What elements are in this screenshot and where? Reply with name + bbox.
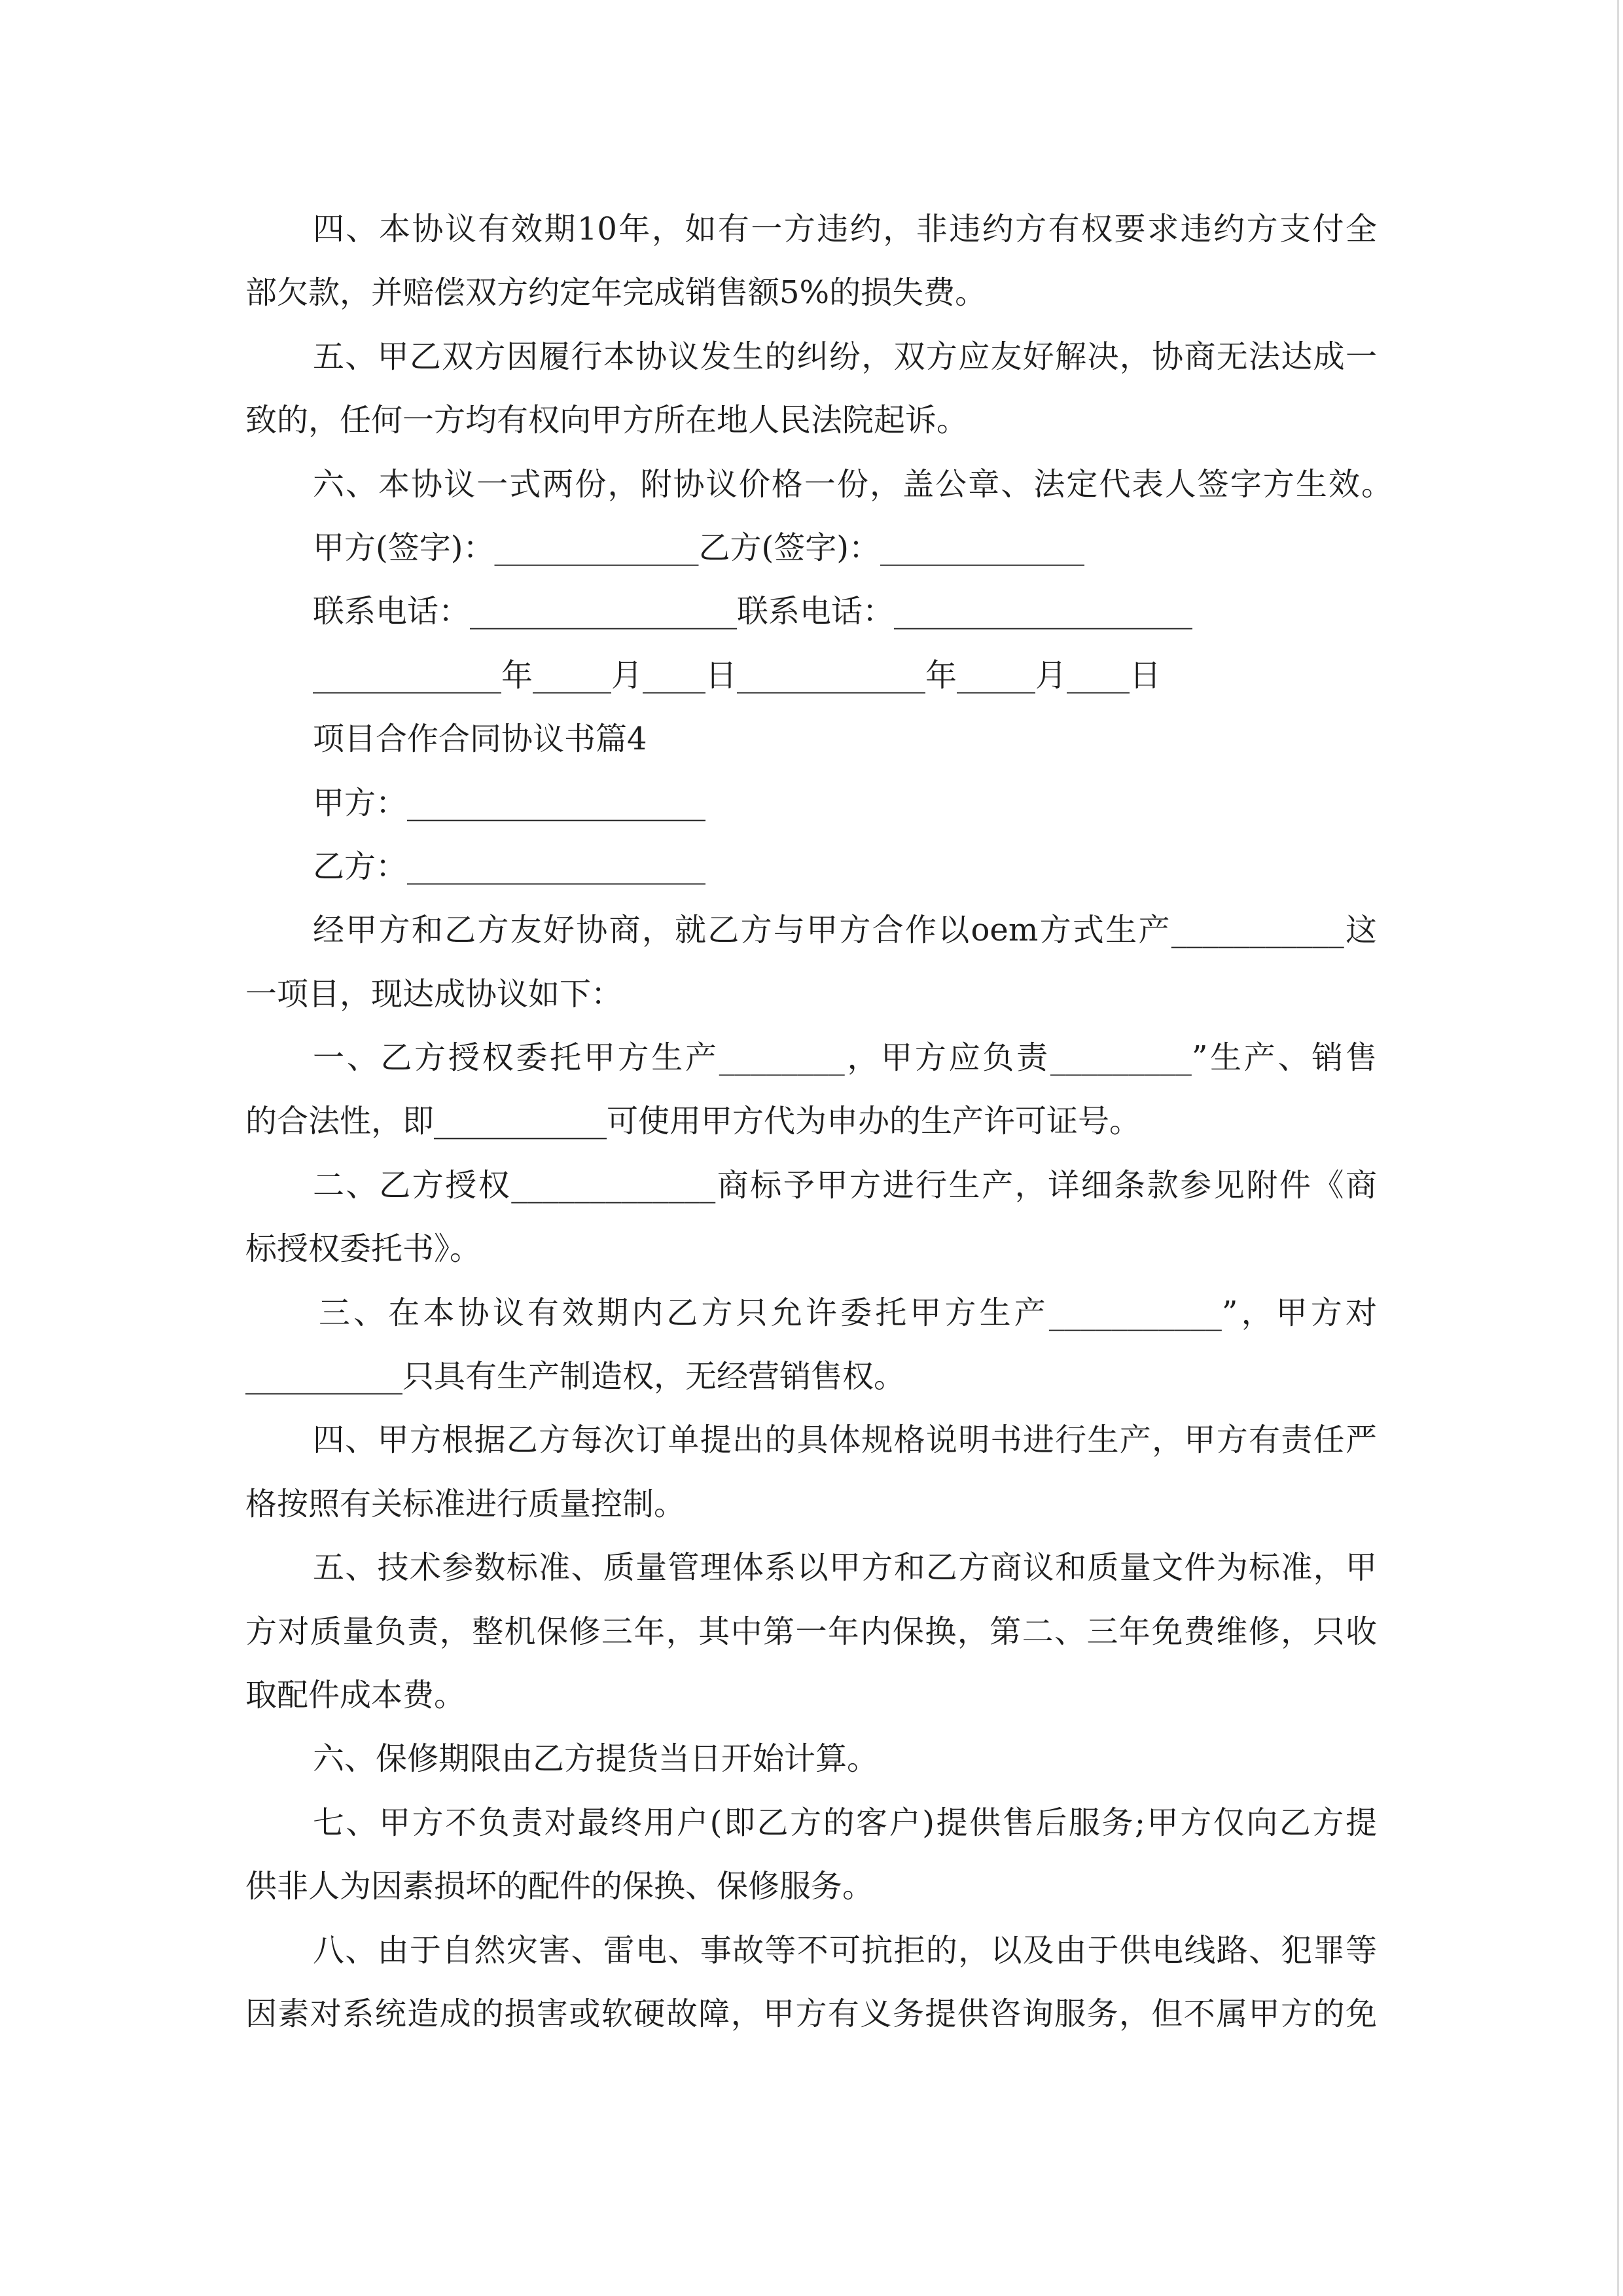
clause-4 xyxy=(245,1408,1377,1536)
clause-8-line-1: 八、由于自然灾害、雷电、事故等不可抗拒的，以及由于供电线路、犯罪等 xyxy=(313,1931,1377,1969)
document-body xyxy=(245,198,1393,2046)
signature-line xyxy=(313,516,1377,580)
clause-3 xyxy=(245,1282,1377,1409)
preamble xyxy=(245,899,1377,1026)
clause-4-line-2: 格按照有关标准进行质量控制。 xyxy=(245,1485,686,1522)
clause-8-line-2: 因素对系统造成的损害或软硬故障，甲方有义务提供咨询服务，但不属甲方的免 xyxy=(245,1995,1377,2032)
party-a-blank: ___________________ xyxy=(407,784,706,821)
page-edge xyxy=(1617,0,1619,2296)
preamble-line-1: 经甲方和乙方友好协商，就乙方与甲方合作以oem方式生产___________这 xyxy=(313,912,1377,949)
prev-clause-5 xyxy=(245,325,1377,453)
party-a-phone-blank: _________________ xyxy=(470,593,738,630)
party-b-phone-label: 联系电话： xyxy=(737,593,895,630)
clause-2-line-1: 二、乙方授权_____________商标予甲方进行生产，详细条款参见附件《商 xyxy=(313,1166,1377,1204)
prev-clause-4-line-1: 四、本协议有效期10年，如有一方违约，非违约方有权要求违约方支付全 xyxy=(313,211,1377,247)
party-b-label: 乙方： xyxy=(313,848,408,885)
clause-3-line-1: 三、在本协议有效期内乙方只允许委托甲方生产___________”，甲方对 xyxy=(319,1294,1377,1331)
clause-7-line-1: 七、甲方不负责对最终用户(即乙方的客户)提供售后服务;甲方仅向乙方提 xyxy=(313,1804,1377,1841)
clause-5-line-1: 五、技术参数标准、质量管理体系以甲方和乙方商议和质量文件为标准，甲 xyxy=(313,1549,1377,1587)
prev-clause-6 xyxy=(245,453,1393,516)
party-b-signature-blank: _____________ xyxy=(880,529,1084,566)
party-a-label: 甲方： xyxy=(313,784,408,821)
clause-7-line-2: 供非人为因素损坏的配件的保换、保修服务。 xyxy=(245,1868,874,1905)
clause-2-line-2: 标授权委托书》。 xyxy=(245,1230,482,1268)
prev-clause-5-line-2: 致的，任何一方均有权向甲方所在地人民法院起诉。 xyxy=(245,402,969,439)
preamble-line-2: 一项目，现达成协议如下： xyxy=(245,975,623,1013)
prev-clause-4 xyxy=(245,198,1377,325)
clause-8 xyxy=(245,1919,1377,2047)
prev-clause-5-line-1: 五、甲乙双方因履行本协议发生的纠纷，双方应友好解决，协商无法达成一 xyxy=(313,338,1377,375)
clause-7 xyxy=(245,1791,1377,1919)
date-line xyxy=(313,644,1377,708)
party-b-blank: ___________________ xyxy=(407,848,706,885)
section-title: 项目合作合同协议书篇4 xyxy=(313,721,647,758)
party-a-date: ____________年_____月____日 xyxy=(313,656,738,694)
party-b-phone-blank: ___________________ xyxy=(894,593,1193,630)
clause-5-line-2: 方对质量负责，整机保修三年，其中第一年内保换，第二、三年免费维修，只收 xyxy=(245,1613,1377,1650)
clause-6 xyxy=(245,1727,1377,1791)
clause-2 xyxy=(245,1154,1377,1282)
party-a-phone-label: 联系电话： xyxy=(313,593,471,630)
party-b-line xyxy=(313,835,1377,899)
prev-clause-6-line-1: 六、本协议一式两份，附协议价格一份，盖公章、法定代表人签字方生效。 xyxy=(313,465,1393,503)
clause-4-line-1: 四、甲方根据乙方每次订单提出的具体规格说明书进行生产，甲方有责任严 xyxy=(313,1422,1377,1459)
party-a-signature-blank: _____________ xyxy=(494,529,699,566)
clause-3-line-2: __________只具有生产制造权，无经营销售权。 xyxy=(245,1358,906,1395)
clause-6-line-1: 六、保修期限由乙方提货当日开始计算。 xyxy=(313,1740,879,1778)
clause-5-line-3: 取配件成本费。 xyxy=(245,1676,466,1713)
party-b-date: ____________年_____月____日 xyxy=(737,656,1162,694)
party-b-signature-label: 乙方(签字)： xyxy=(698,529,880,566)
clause-1-line-1: 一、乙方授权委托甲方生产________，甲方应负责_________”生产、销售 xyxy=(313,1039,1377,1077)
clause-5 xyxy=(245,1536,1377,1727)
party-a-signature-label: 甲方(签字)： xyxy=(313,529,495,566)
clause-1 xyxy=(245,1026,1377,1154)
prev-clause-4-line-2: 部欠款，并赔偿双方约定年完成销售额5%的损失费。 xyxy=(245,274,987,312)
phone-line xyxy=(313,580,1377,643)
clause-1-line-2: 的合法性，即___________可使用甲方代为申办的生产许可证号。 xyxy=(245,1103,1141,1140)
party-a-line xyxy=(313,772,1377,835)
